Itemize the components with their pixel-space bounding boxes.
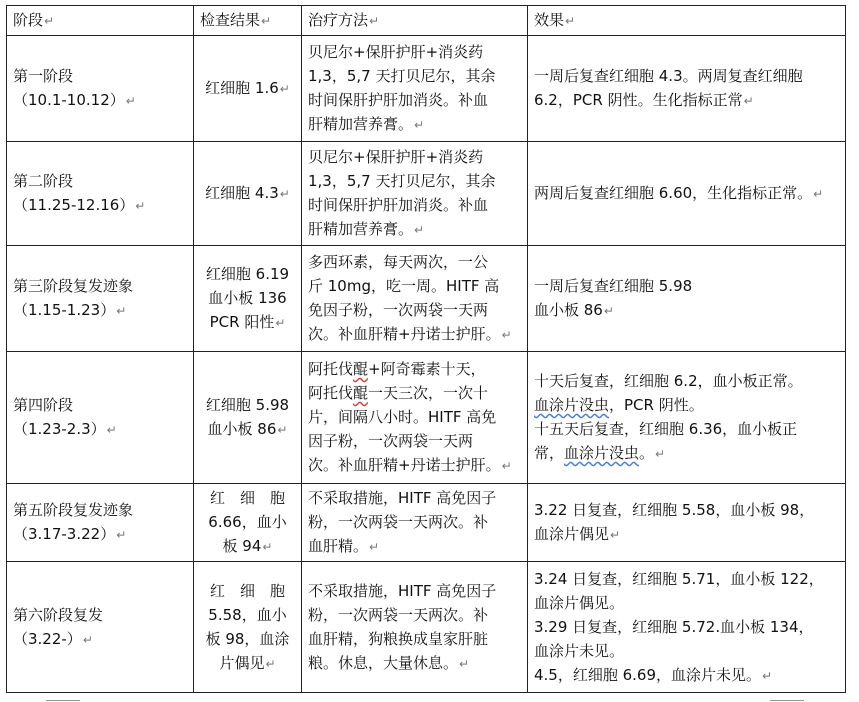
cell-text-line: （10.1-10.12） (13, 91, 125, 109)
paragraph-mark: ↵ (610, 528, 621, 542)
cell-result (194, 562, 302, 693)
cell-stage (7, 36, 194, 142)
cell-text-line: 时间保肝护肝加消炎。补血 (308, 91, 489, 109)
table-row (7, 36, 846, 142)
cell-text-line: 斤 10mg，吃一周。HITF 高 (308, 277, 500, 295)
cell-text-line: PCR 阳性 (209, 313, 275, 331)
cell-text-line: 红细胞 4.3 (205, 184, 279, 202)
cell-text-line: 粉，一次两袋一天两次。补 (308, 513, 489, 531)
cell-text-line: 阿托伐醌一天三次，一次十 (308, 384, 489, 402)
paragraph-mark: ↵ (125, 94, 136, 108)
cell-stage (7, 484, 194, 562)
header-cell-stage: 阶段↵ (7, 6, 194, 36)
cell-text-line: 血涂片未见。 (534, 641, 625, 660)
cell-text-line: 红细胞 1.6 (205, 79, 279, 97)
cell-text-line: 血小板 86 (534, 301, 603, 319)
cell-text-line: （1.15-1.23） (13, 301, 116, 319)
cell-text-line: 血肝精，狗粮换成皇家肝脏 (308, 629, 489, 648)
cell-text-line: 阿托伐醌+阿奇霉素十天， (308, 360, 486, 378)
cell-treatment (302, 36, 528, 142)
cell-text-line: 片，间隔八小时。HITF 高免 (308, 408, 497, 426)
header-cell-effect: 效果↵ (528, 6, 846, 36)
table-body (7, 6, 846, 693)
cell-effect (528, 142, 846, 246)
treatment-table (6, 5, 846, 693)
cell-text-line: 常，血涂片没虫。 (534, 444, 655, 462)
cell-text-line: 片偶见 (219, 653, 265, 672)
cell-treatment (302, 484, 528, 562)
paragraph-mark: ↵ (762, 668, 773, 683)
cell-result (194, 246, 302, 352)
cell-text-line: 6.66，血小 (208, 513, 287, 531)
paragraph-mark: ↵ (277, 423, 288, 437)
cell-text-line: 多西环素，每天两次，一公 (308, 253, 489, 271)
cell-text-line: 免因子粉，一次两袋一天两 (308, 301, 489, 319)
cell-text-line: 一周后复查红细胞 5.98 (534, 277, 693, 295)
cell-effect (528, 246, 846, 352)
paragraph-mark: ↵ (501, 459, 512, 473)
cell-text-line: 一周后复查红细胞 4.3。两周复查红细胞 (534, 67, 803, 85)
paragraph-mark: ↵ (279, 187, 290, 201)
paragraph-mark: ↵ (655, 447, 666, 461)
paragraph-mark: ↵ (459, 656, 470, 671)
paragraph-mark: ↵ (743, 94, 754, 108)
paragraph-mark: ↵ (106, 423, 117, 437)
table-row (7, 352, 846, 484)
table-row (7, 142, 846, 246)
cell-text-line: 次。补血肝精+丹诺士护肝。 (308, 456, 501, 474)
cell-text-line: 贝尼尔+保肝护肝+消炎药 (308, 43, 484, 61)
table-row (7, 246, 846, 352)
cell-stage (7, 562, 194, 693)
cell-text-line: 两周后复查红细胞 6.60，生化指标正常。 (534, 184, 813, 202)
cell-text-line: 红细胞 5.98 (205, 396, 290, 414)
cell-text-line: 1,3，5,7 天打贝尼尔，其余 (308, 172, 496, 190)
cell-text-line: 肝精加营养膏。 (308, 115, 414, 133)
cell-text-line: 因子粉，一次两袋一天两 (308, 432, 474, 450)
cell-text-line: 第三阶段复发迹象 (13, 277, 134, 295)
paragraph-mark: ↵ (369, 540, 380, 554)
cell-result (194, 484, 302, 562)
cell-effect (528, 484, 846, 562)
cell-text-line: 红 细 胞 (209, 489, 285, 507)
cell-effect (528, 562, 846, 693)
cell-text-line: 第六阶段复发 (13, 605, 104, 624)
cell-text-line: 十天后复查，红细胞 6.2，血小板正常。 (534, 372, 803, 390)
paragraph-mark: ↵ (279, 82, 290, 96)
cell-effect (528, 352, 846, 484)
header-cell-treatment: 治疗方法↵ (302, 6, 528, 36)
cell-text-line: 3.22 日复查，红细胞 5.58，血小板 98， (534, 501, 815, 519)
cell-treatment (302, 562, 528, 693)
cell-text-line: （11.25-12.16） (13, 196, 135, 214)
cell-result (194, 142, 302, 246)
cell-text-line: 次。补血肝精+丹诺士护肝。 (308, 325, 501, 343)
cell-stage (7, 246, 194, 352)
cell-text-line: 肝精加营养膏。 (308, 220, 414, 238)
cell-text-line: 板 94 (222, 537, 262, 555)
cell-text-line: 时间保肝护肝加消炎。补血 (308, 196, 489, 214)
paragraph-mark: ↵ (501, 328, 512, 342)
cell-text-line: （1.23-2.3） (13, 420, 106, 438)
paragraph-mark: ↵ (414, 118, 425, 132)
cell-stage (7, 142, 194, 246)
cell-text-line: 3.24 日复查，红细胞 5.71，血小板 122， (534, 569, 824, 588)
table-row (7, 484, 846, 562)
cell-effect (528, 36, 846, 142)
table-row (7, 562, 846, 693)
cell-stage (7, 352, 194, 484)
cell-text-line: 第一阶段 (13, 67, 74, 85)
cell-text-line: 贝尼尔+保肝护肝+消炎药 (308, 148, 484, 166)
cell-text-line: 血涂片偶见 (534, 525, 610, 543)
paragraph-mark: ↵ (813, 187, 824, 201)
paragraph-mark: ↵ (275, 316, 286, 330)
cell-text-line: 十五天后复查，红细胞 6.36，血小板正 (534, 420, 798, 438)
header-row (7, 6, 846, 36)
cell-text-line: 板 98，血涂 (205, 629, 290, 648)
page-edge-line-left (46, 700, 80, 701)
cell-text-line: 不采取措施，HITF 高免因子 (308, 581, 497, 600)
paragraph-mark: ↵ (265, 656, 276, 671)
cell-treatment (302, 352, 528, 484)
cell-text-line: 红 细 胞 (209, 581, 285, 600)
cell-text-line: 6.2，PCR 阴性。生化指标正常 (534, 91, 743, 109)
cell-text-line: （3.17-3.22） (13, 525, 116, 543)
cell-text-line: 第二阶段 (13, 172, 74, 190)
cell-text-line: 不采取措施，HITF 高免因子 (308, 489, 497, 507)
cell-text-line: 第四阶段 (13, 396, 74, 414)
cell-text-line: 1,3，5,7 天打贝尼尔，其余 (308, 67, 496, 85)
cell-text-line: 5.58，血小 (208, 605, 287, 624)
paragraph-mark: ↵ (414, 223, 425, 237)
paragraph-mark: ↵ (262, 540, 273, 554)
cell-text-line: 3.29 日复查，红细胞 5.72.血小板 134， (534, 617, 814, 636)
cell-treatment (302, 142, 528, 246)
cell-result (194, 352, 302, 484)
cell-text-line: 血涂片没虫，PCR 阴性。 (534, 396, 704, 414)
header-cell-result: 检查结果↵ (194, 6, 302, 36)
paragraph-mark: ↵ (116, 304, 127, 318)
cell-text-line: 血小板 136 (208, 289, 287, 307)
cell-text-line: 4.5，红细胞 6.69，血涂片未见。 (534, 665, 762, 684)
cell-text-line: 血肝精。 (308, 537, 369, 555)
cell-text-line: 血涂片偶见。 (534, 593, 625, 612)
paragraph-mark: ↵ (116, 528, 127, 542)
cell-text-line: 粮。休息，大量休息。 (308, 653, 459, 672)
cell-treatment (302, 246, 528, 352)
paragraph-mark: ↵ (82, 632, 93, 647)
cell-text-line: （3.22-） (13, 629, 82, 648)
cell-result (194, 36, 302, 142)
cell-text-line: 第五阶段复发迹象 (13, 501, 134, 519)
page-edge-line-right (770, 700, 804, 701)
paragraph-mark: ↵ (603, 304, 614, 318)
cell-text-line: 血小板 86 (207, 420, 277, 438)
cell-text-line: 粉，一次两袋一天两次。补 (308, 605, 489, 624)
cell-text-line: 红细胞 6.19 (205, 265, 290, 283)
paragraph-mark: ↵ (135, 199, 146, 213)
